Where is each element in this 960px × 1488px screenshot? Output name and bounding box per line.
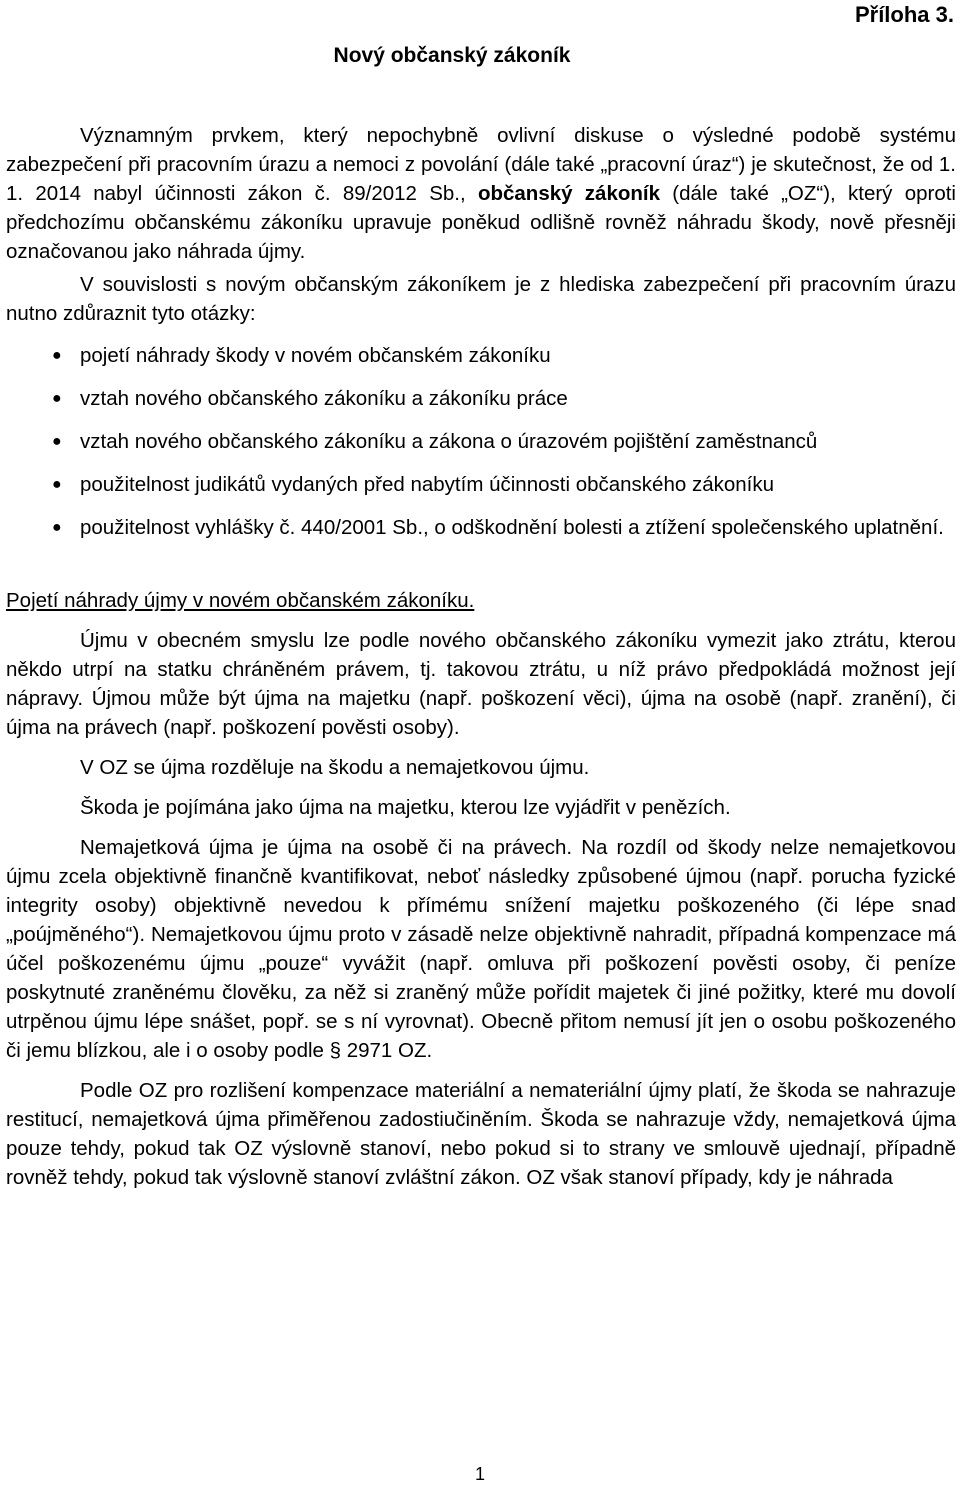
document-title bbox=[0, 44, 960, 68]
list-item bbox=[6, 470, 956, 499]
document-body bbox=[6, 121, 956, 1192]
annex-label: Příloha 3. bbox=[854, 2, 954, 27]
bullet-icon: ● bbox=[52, 476, 62, 493]
list-item bbox=[6, 341, 956, 370]
paragraph-harm-definition: Újmu v obecném smyslu lze podle nového občanského zákoníku vymezit jako ztrátu, kterou někdo utrpí na statku chráněném právem, tj. takovou ztrátu, u níž právo předpokládá možnost její nápravy. Újmou může být újma na majetku (např. poškození věci), újma na osobě (např. zranění), či újma na právech (např. poškození pověsti osoby). bbox=[6, 629, 956, 739]
list-item bbox=[6, 427, 956, 456]
paragraph-non-material-harm: Nemajetková újma je újma na osobě či na právech. Na rozdíl od škody nelze nemajetkovou újmu zcela objektivně finančně kvantifikovat, neboť následky způsobené újmou (např. porucha fyzické integrity osoby) objektivně nevedou k přímému snížení majetku poškozeného (či lépe snad „poújměného“). Nemajetkovou újmu proto v zásadě nelze objektivně nahradit, případná kompenzace má účel poškozenému újmu „pouze“ vyvážit (např. omluva při poškození pověsti osoby, či peníze poskytnuté zraněnému člověku, za něž si zraněný může pořídit majetek či jiné požitky, které mu dovolí utrpěnou újmu lépe snášet, popř. se s ní vyrovnat). Obecně přitom nemusí jít jen o osobu poškozeného či jemu blízkou, ale i o osoby podle § 2971 OZ. bbox=[6, 836, 956, 1062]
list-item bbox=[6, 513, 956, 542]
list-item-text: vztah nového občanského zákoníku a zákoníku práce bbox=[80, 387, 568, 410]
list-item-text: použitelnost judikátů vydaných před nabytím účinnosti občanského zákoníku bbox=[80, 473, 775, 496]
list-item bbox=[6, 384, 956, 413]
document-title-text: Nový občanský zákoník bbox=[333, 44, 571, 67]
page-number: 1 bbox=[474, 1464, 485, 1484]
bullet-icon: ● bbox=[52, 519, 62, 536]
paragraph-intro-start: Významným prvkem, který nepochybně ovlivní diskuse o výsledné podobě systému zabezpečení při pracovním úrazu a nemoci z povolání (dále také „pracovní úraz“) je skutečnost, že od 1. 1. 2014 nabyl účinnosti zákon č. 89/2012 Sb., bbox=[6, 124, 956, 205]
section-heading: Pojetí náhrady újmy v novém občanském zákoníku. bbox=[6, 589, 475, 612]
paragraph-compensation: Podle OZ pro rozlišení kompenzace materiální a nemateriální újmy platí, že škoda se nahrazuje restitucí, nemajetková újma přiměřenou zadostiučiněním. Škoda se nahrazuje vždy, nemajetková újma pouze tehdy, pokud tak OZ výslovně stanoví, nebo pokud si to strany ve smlouvě ujednají, případně rovněž tehdy, pokud tak výslovně stanoví zvláštní zákon. OZ však stanoví případy, kdy je náhrada bbox=[6, 1079, 956, 1189]
list-item-text: použitelnost vyhlášky č. 440/2001 Sb., o odškodnění bolesti a ztížení společenského uplatnění. bbox=[80, 516, 944, 539]
bullet-icon: ● bbox=[52, 347, 62, 364]
paragraph-intro bbox=[6, 121, 956, 266]
civil-code-bold: občanský zákoník bbox=[477, 182, 660, 205]
paragraph-harm-division: V OZ se újma rozděluje na škodu a nemajetkovou újmu. bbox=[80, 756, 590, 779]
list-item-text: vztah nového občanského zákoníku a zákona o úrazovém pojištění zaměstnanců bbox=[80, 430, 818, 453]
questions-list bbox=[6, 341, 956, 542]
paragraph-intro-end: (dále také „OZ“), který oproti předchozímu občanskému zákoníku upravuje poněkud odlišně rovněž náhradu škody, nově přesněji označovanou jako náhrada újmy. bbox=[6, 182, 956, 263]
paragraph-questions: V souvislosti s novým občanským zákoníkem je z hlediska zabezpečení při pracovním úrazu nutno zdůraznit tyto otázky: bbox=[6, 273, 956, 325]
bullet-icon: ● bbox=[52, 433, 62, 450]
bullet-icon: ● bbox=[52, 390, 62, 407]
paragraph-damage: Škoda je pojímána jako újma na majetku, kterou lze vyjádřit v penězích. bbox=[80, 796, 731, 819]
list-item-text: pojetí náhrady škody v novém občanském zákoníku bbox=[80, 344, 551, 367]
